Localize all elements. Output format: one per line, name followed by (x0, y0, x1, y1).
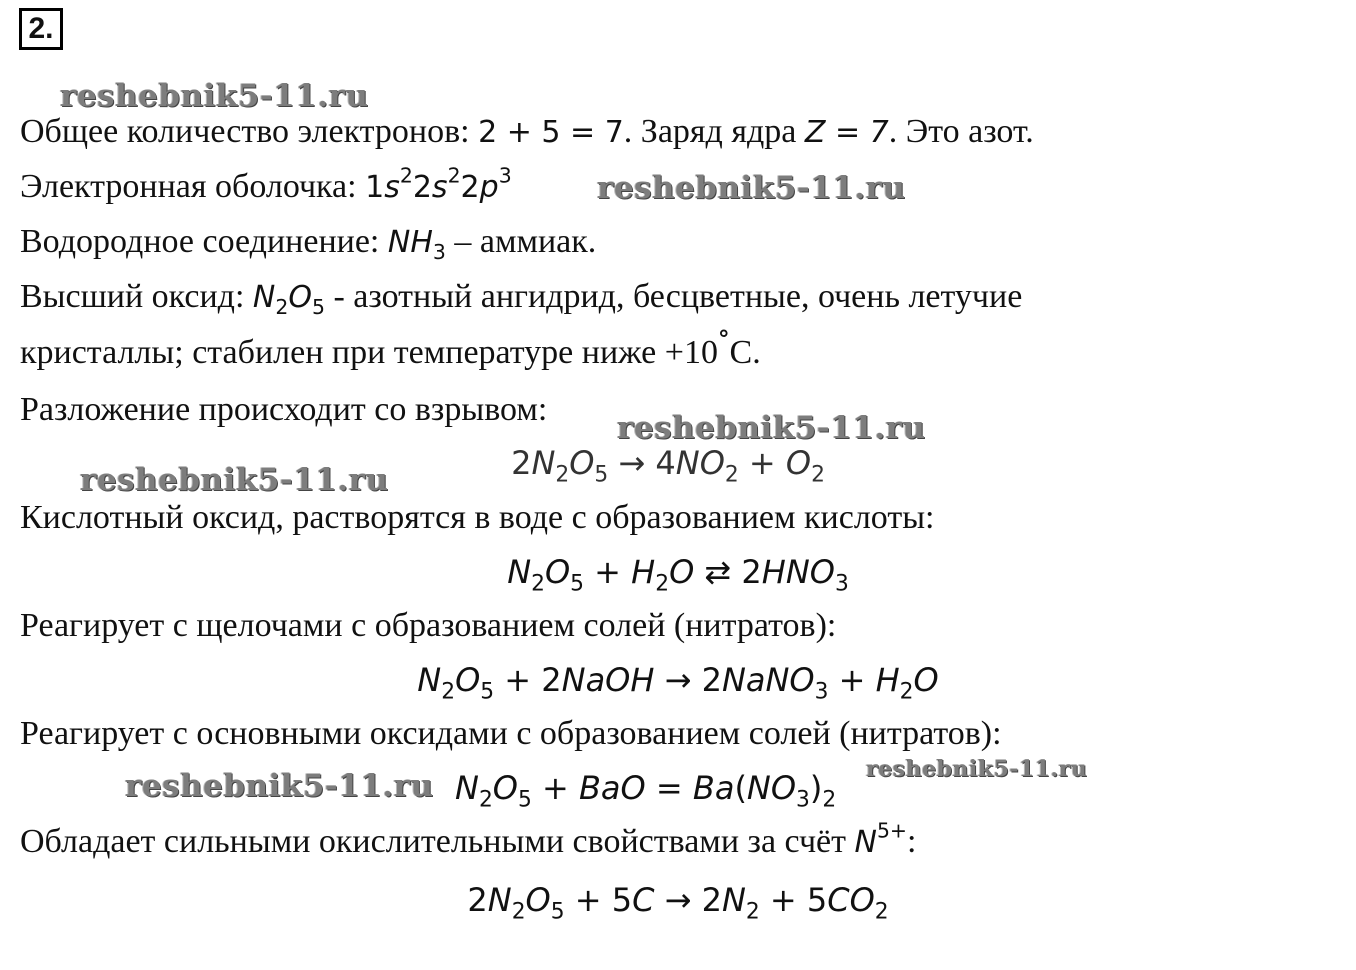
watermark: reshebnik5-11.ru (617, 410, 926, 446)
watermark: reshebnik5-11.ru (125, 768, 434, 804)
task-number: 2. (19, 8, 63, 50)
formula-n5plus: $N^{5+}$ (854, 818, 908, 860)
watermark: reshebnik5-11.ru (80, 462, 389, 498)
equation-bao: $N_2O_5$ + BaO = $Ba(NO_3)_2$ (455, 769, 837, 813)
electron-config: $1s^22s^22p^3$ (365, 163, 512, 205)
text-line-crystals: кристаллы; стабилен при температуре ниже +10°С. (20, 326, 761, 371)
equation-water: $N_2O_5 + H_2O$ ⇄ $2HNO_3$ (507, 553, 849, 597)
text-line-basic-oxides: Реагирует с основными оксидами с образованием солей (нитратов): (20, 715, 1002, 752)
watermark: reshebnik5-11.ru (597, 170, 906, 206)
text-line-alkali: Реагирует с щелочами с образованием солей (нитратов): (20, 607, 837, 644)
text-line-oxide: Высший оксид: $N_2O_5$ - азотный ангидрид, бесцветные, очень летучие (20, 278, 1023, 320)
watermark: reshebnik5-11.ru (866, 756, 1088, 782)
text-line-shell: Электронная оболочка: $1s^22s^22p^3$ (20, 163, 512, 205)
watermark: reshebnik5-11.ru (60, 78, 369, 114)
equation-carbon: $2N_2O_5 + 5C \to 2N_2 + 5CO_2$ (467, 881, 889, 925)
text-line-hydrogen: Водородное соединение: $NH_3$ – аммиак. (20, 223, 597, 265)
formula-nh3: $NH_3$ (387, 225, 446, 265)
text-line-acid-oxide: Кислотный оксид, растворятся в воде с образованием кислоты: (20, 499, 935, 536)
text-line-electrons: Общее количество электронов: 2 + 5 = 7. Заряд ядра Z = 7. Это азот. (20, 113, 1034, 150)
text-line-decomposition: Разложение происходит со взрывом: (20, 391, 548, 428)
text-line-oxidizing: Обладает сильными окислительными свойствами за счёт $N^{5+}$: (20, 818, 917, 860)
equation-alkali: $N_2O_5$ + 2NaOH → 2NaNO$_3$ + $H_2O$ (417, 661, 939, 705)
formula-n2o5: $N_2O_5$ (252, 280, 325, 320)
equation-decomposition: $2N_2O_5 \to 4NO_2 + O_2$ (511, 444, 825, 488)
